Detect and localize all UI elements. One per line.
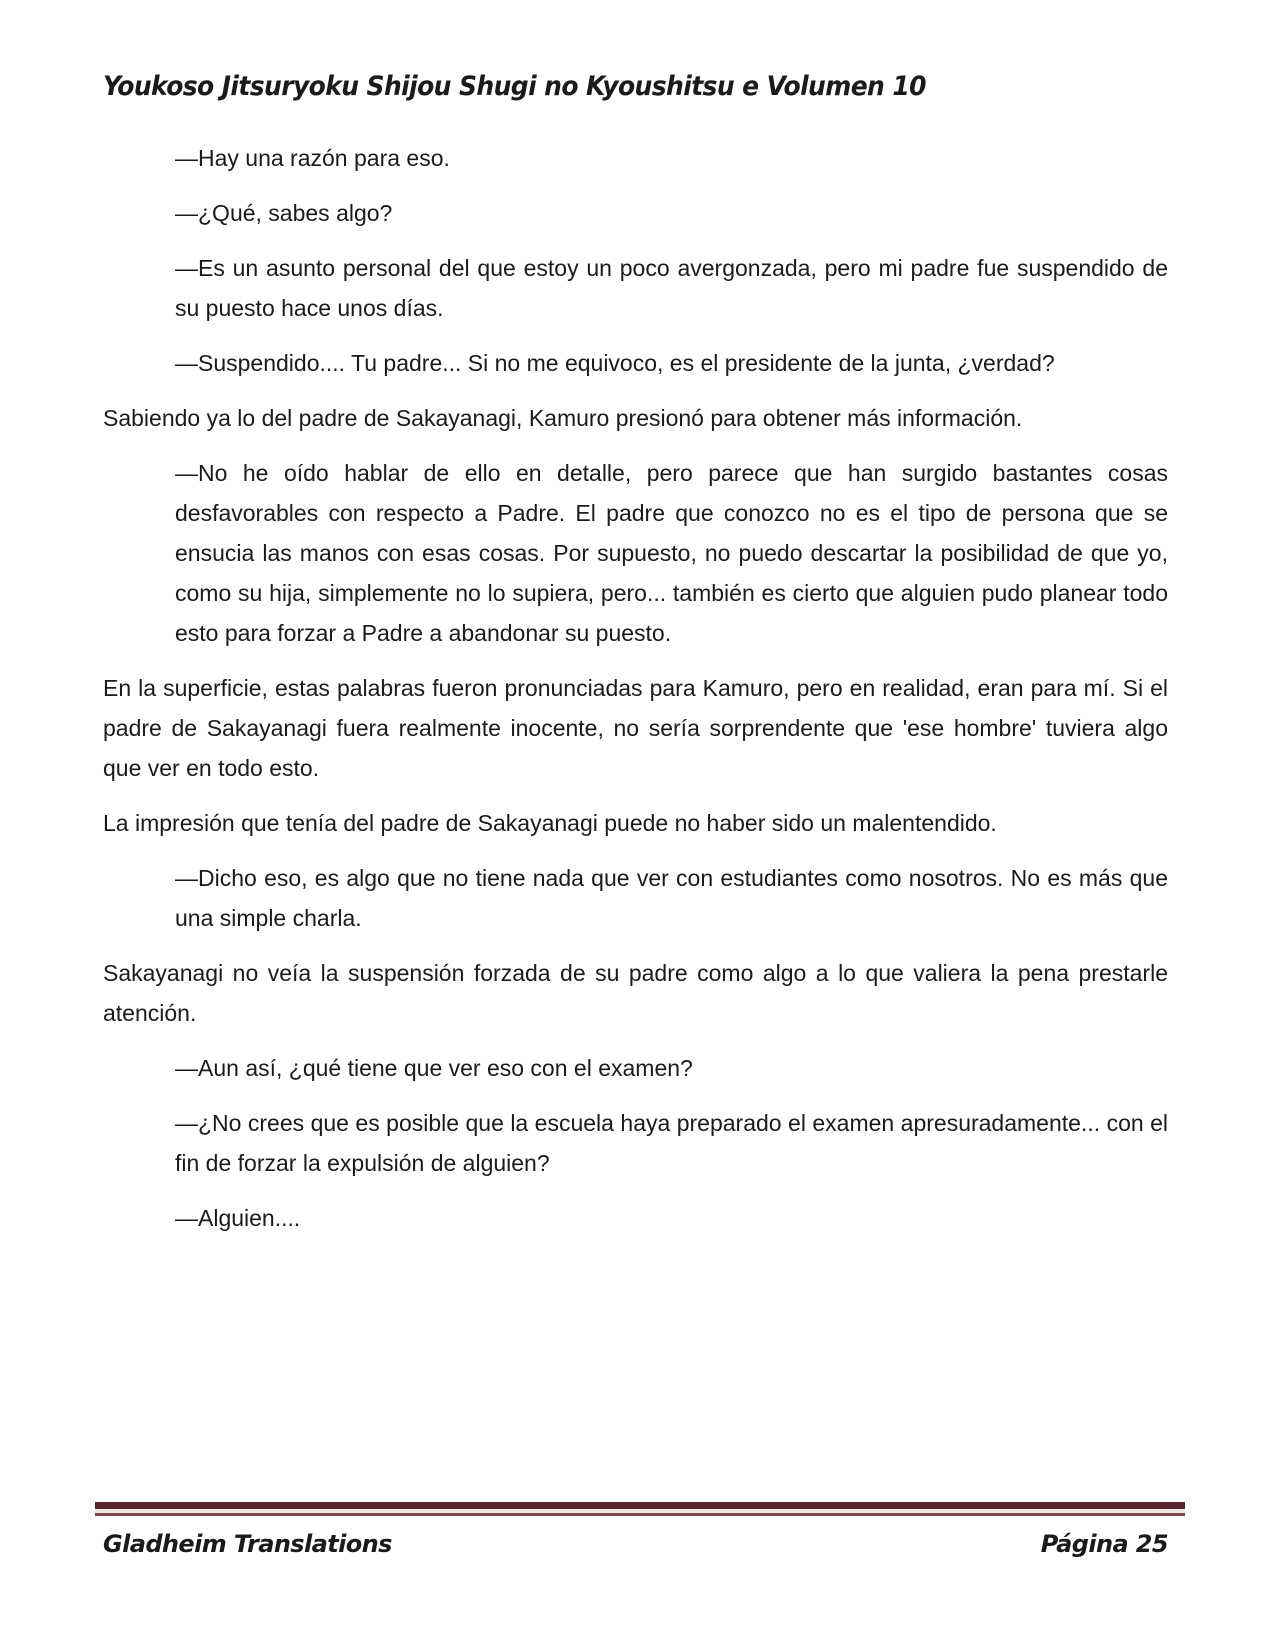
page-body: [103, 138, 1168, 1238]
paragraph-dialogue: —Hay una razón para eso.: [175, 145, 450, 171]
paragraph-narration: Sabiendo ya lo del padre de Sakayanagi, Kamuro presionó para obtener más información.: [103, 405, 1023, 431]
paragraph-narration: Sakayanagi no veía la suspensión forzada de su padre como algo a lo que valiera la pena prestarle atención.: [103, 960, 1168, 1026]
footer-page-number: Página 25: [1040, 1530, 1168, 1558]
paragraph-dialogue: —Suspendido.... Tu padre... Si no me equivoco, es el presidente de la junta, ¿verdad?: [175, 350, 1055, 376]
footer-rule: [95, 1502, 1185, 1517]
paragraph-narration: La impresión que tenía del padre de Sakayanagi puede no haber sido un malentendido.: [103, 810, 997, 836]
page-header-title: Youkoso Jitsuryoku Shijou Shugi no Kyoushitsu e Volumen 10: [103, 70, 926, 102]
paragraph-dialogue: —No he oído hablar de ello en detalle, pero parece que han surgido bastantes cosas desfavorables con respecto a Padre. El padre que conozco no es el tipo de persona que se ensucia las manos con esas cosas. Por supuesto, no puedo descartar la posibilidad de que yo, como su hija, simplemente no lo supiera, pero... también es cierto que alguien pudo planear todo esto para forzar a Padre a abandonar su puesto.: [175, 460, 1168, 646]
paragraph-dialogue: —¿No crees que es posible que la escuela haya preparado el examen apresuradamente... con el fin de forzar la expulsión de alguien?: [175, 1110, 1168, 1176]
footer-rule-thick-line: [95, 1502, 1185, 1509]
paragraph-dialogue: —¿Qué, sabes algo?: [175, 200, 393, 226]
paragraph-dialogue: —Dicho eso, es algo que no tiene nada que ver con estudiantes como nosotros. No es más que una simple charla.: [175, 865, 1168, 931]
page-footer: [103, 1530, 1168, 1558]
paragraph-dialogue: —Es un asunto personal del que estoy un poco avergonzada, pero mi padre fue suspendido de su puesto hace unos días.: [175, 255, 1168, 321]
paragraph-dialogue: —Aun así, ¿qué tiene que ver eso con el examen?: [175, 1055, 693, 1081]
footer-rule-thin-line: [95, 1513, 1185, 1516]
paragraph-dialogue: —Alguien....: [175, 1205, 301, 1231]
footer-translator-credit: Gladheim Translations: [103, 1530, 392, 1558]
paragraph-narration: En la superficie, estas palabras fueron pronunciadas para Kamuro, pero en realidad, eran para mí. Si el padre de Sakayanagi fuera realmente inocente, no sería sorprendente que 'ese hombre' tuviera algo que ver en todo esto.: [103, 675, 1168, 781]
